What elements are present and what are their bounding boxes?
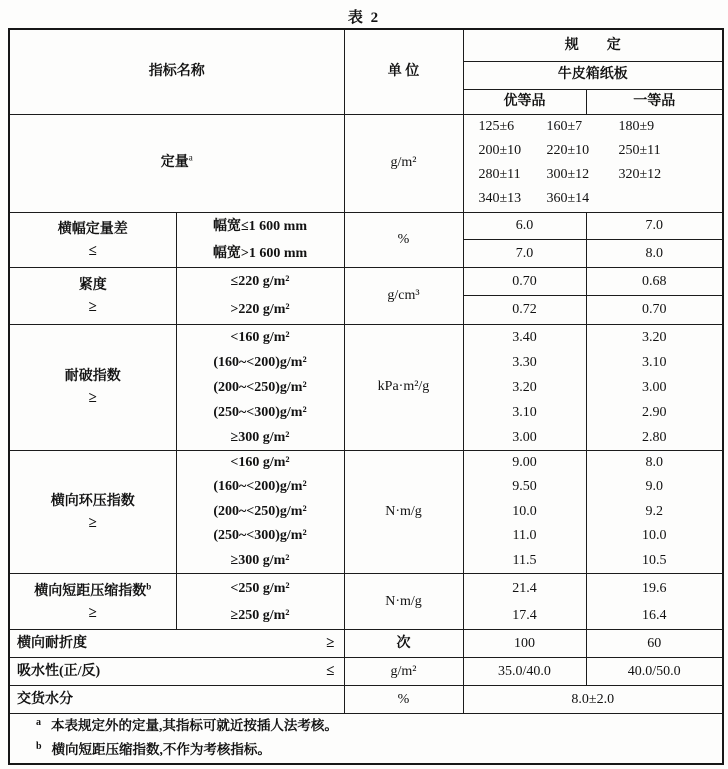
ring-crush-label: 横向环压指数 (50, 493, 135, 509)
value-line: 11.0 (512, 528, 537, 543)
moisture-label-cell (9, 686, 344, 714)
condition-line: (200~<250)g/m² (213, 379, 307, 395)
value-cell: 7.0 (586, 212, 723, 240)
greater-equal-symbol: ≥ (326, 635, 335, 652)
basis-weight-value: 250±11 (618, 143, 661, 158)
ring-crush-values-premium (463, 450, 586, 574)
value-line: 3.40 (512, 329, 537, 345)
cross-weight-diff-unit: % (344, 212, 463, 267)
header-product-name: 牛皮箱纸板 (463, 61, 723, 89)
burst-index-label-cell (9, 324, 176, 450)
burst-index-label: 耐破指数 (64, 369, 121, 384)
basis-weight-values-grid (464, 115, 723, 211)
value-cell: 0.70 (463, 267, 586, 296)
value-line: 8.0 (645, 454, 663, 470)
sct-label-text: 横向短距压缩指数 (34, 583, 147, 599)
footnote-b (36, 738, 722, 762)
absorbency-label: 吸水性(正/反) (17, 663, 101, 679)
moisture-unit: % (344, 686, 463, 714)
ring-crush-conditions (176, 450, 344, 574)
moisture-label: 交货水分 (17, 691, 73, 707)
value-line: 2.80 (642, 429, 667, 445)
row-ring-crush-index (9, 450, 723, 574)
basis-weight-value: 340±13 (478, 191, 522, 206)
condition-line: <160 g/m² (230, 329, 290, 345)
footnotes-cell (9, 714, 723, 764)
value-line: 16.4 (642, 607, 667, 623)
value-line: 10.0 (642, 528, 667, 543)
header-grade-premium: 优等品 (463, 89, 586, 114)
row-burst-index (9, 324, 723, 450)
row-water-absorbency (9, 658, 723, 686)
condition-line: ≤220 g/m² (230, 273, 290, 289)
absorbency-label-cell (9, 658, 344, 686)
value-line: 9.50 (512, 479, 537, 494)
value-line: 10.5 (642, 552, 667, 568)
row-basis-weight (9, 114, 723, 212)
value-line: 19.6 (642, 580, 667, 596)
cross-weight-diff-label-cell (9, 212, 176, 267)
basis-weight-value: 125±6 (478, 119, 515, 134)
header-indicator-name: 指标名称 (9, 29, 344, 114)
folding-label: 横向耐折度 (17, 635, 87, 651)
ring-crush-values-first (586, 450, 723, 574)
table-title: 表 2 (347, 10, 381, 26)
basis-weight-unit: g/m² (344, 114, 463, 212)
less-equal-symbol: ≤ (88, 242, 97, 259)
basis-weight-value: 280±11 (478, 167, 521, 182)
value-cell: 6.0 (463, 212, 586, 240)
greater-equal-symbol: ≥ (88, 604, 97, 621)
density-unit: g/cm³ (344, 267, 463, 324)
row-sct-index (9, 574, 723, 630)
value-line: 3.20 (512, 379, 537, 395)
footnote-b-text: 横向短距压缩指数,不作为考核指标。 (51, 742, 271, 758)
folding-unit: 次 (344, 630, 463, 658)
row-density-1 (9, 267, 723, 296)
header-unit: 单 位 (344, 29, 463, 114)
footnote-a-text: 本表规定外的定量,其指标可就近按插人法考核。 (51, 718, 338, 734)
condition-line: (160~<200)g/m² (213, 354, 307, 370)
density-label-cell (9, 267, 176, 324)
condition-line: (200~<250)g/m² (213, 503, 307, 519)
footnote-a (36, 714, 722, 738)
header-row-1 (9, 29, 723, 61)
condition-line: <250 g/m² (230, 580, 290, 596)
basis-weight-label-cell (9, 114, 344, 212)
condition-line: <160 g/m² (230, 454, 290, 470)
value-line: 3.20 (642, 329, 667, 345)
value-line: 21.4 (512, 580, 537, 596)
value-line: 3.00 (512, 429, 537, 445)
basis-weight-value: 200±10 (478, 143, 522, 158)
basis-weight-values-cell (463, 114, 723, 212)
basis-weight-value: 180±9 (618, 119, 655, 134)
sct-values-first (586, 574, 723, 630)
burst-index-values-first (586, 324, 723, 450)
value-line: 17.4 (512, 607, 537, 623)
value-cell: 40.0/50.0 (586, 658, 723, 686)
condition-line: ≥300 g/m² (230, 552, 290, 568)
value-cell: 8.0 (586, 240, 723, 268)
condition-line: (250~<300)g/m² (213, 528, 307, 543)
row-folding-endurance (9, 630, 723, 658)
basis-weight-value: 160±7 (546, 119, 583, 134)
value-line: 9.0 (645, 479, 663, 494)
burst-index-unit: kPa·m²/g (344, 324, 463, 450)
condition-line: (160~<200)g/m² (213, 479, 307, 494)
value-line: 3.10 (512, 404, 537, 420)
sct-label (10, 581, 176, 603)
burst-index-values-premium (463, 324, 586, 450)
absorbency-unit: g/m² (344, 658, 463, 686)
value-line: 3.30 (512, 354, 537, 370)
condition-line: ≥250 g/m² (230, 607, 290, 623)
basis-weight-value: 360±14 (546, 191, 590, 206)
sct-conditions (176, 574, 344, 630)
sct-label-cell (9, 574, 176, 630)
greater-equal-symbol: ≥ (88, 390, 97, 406)
value-line: 3.10 (642, 354, 667, 370)
condition-line: (250~<300)g/m² (213, 404, 307, 420)
value-cell: 100 (463, 630, 586, 658)
cross-weight-diff-conditions (176, 212, 344, 267)
sct-values-premium (463, 574, 586, 630)
value-line: 9.00 (512, 454, 537, 470)
condition-line: 幅宽>1 600 mm (212, 245, 308, 261)
value-line: 11.5 (512, 552, 537, 568)
folding-label-cell (9, 630, 344, 658)
basis-weight-value: 300±12 (546, 167, 590, 182)
footnote-b-marker: b (36, 740, 42, 752)
value-cell: 0.72 (463, 296, 586, 325)
basis-weight-label: 定量 (160, 155, 189, 171)
value-line: 2.90 (642, 404, 667, 420)
footnote-ref-b: b (146, 580, 152, 591)
less-equal-symbol: ≤ (326, 663, 335, 680)
basis-weight-value: 320±12 (618, 167, 662, 182)
moisture-merged-value: 8.0±2.0 (463, 686, 723, 714)
ring-crush-label-cell (9, 450, 176, 574)
greater-equal-symbol: ≥ (88, 298, 97, 315)
row-delivery-moisture (9, 686, 723, 714)
header-specification: 规 定 (463, 29, 723, 61)
value-line: 9.2 (645, 503, 663, 519)
condition-line: >220 g/m² (230, 301, 290, 317)
cross-weight-diff-label: 横幅定量差 (57, 221, 128, 237)
spec-table (8, 28, 724, 765)
footnote-a-marker: a (36, 716, 41, 728)
burst-index-conditions (176, 324, 344, 450)
value-cell: 35.0/40.0 (463, 658, 586, 686)
header-grade-first: 一等品 (586, 89, 723, 114)
density-conditions (176, 267, 344, 324)
basis-weight-value: 220±10 (546, 143, 590, 158)
value-line: 3.00 (642, 379, 667, 395)
sct-unit: N·m/g (344, 574, 463, 630)
condition-line: 幅宽≤1 600 mm (212, 218, 307, 234)
ring-crush-unit: N·m/g (344, 450, 463, 574)
condition-line: ≥300 g/m² (230, 429, 290, 445)
greater-equal-symbol: ≥ (88, 514, 97, 531)
row-footnotes (9, 714, 723, 764)
footnote-ref-a: a (188, 152, 193, 163)
value-cell: 0.68 (586, 267, 723, 296)
value-cell: 7.0 (463, 240, 586, 268)
density-label: 紧度 (78, 277, 107, 293)
value-cell: 60 (586, 630, 723, 658)
value-line: 10.0 (512, 503, 537, 519)
value-cell: 0.70 (586, 296, 723, 325)
row-cross-weight-diff-1 (9, 212, 723, 240)
